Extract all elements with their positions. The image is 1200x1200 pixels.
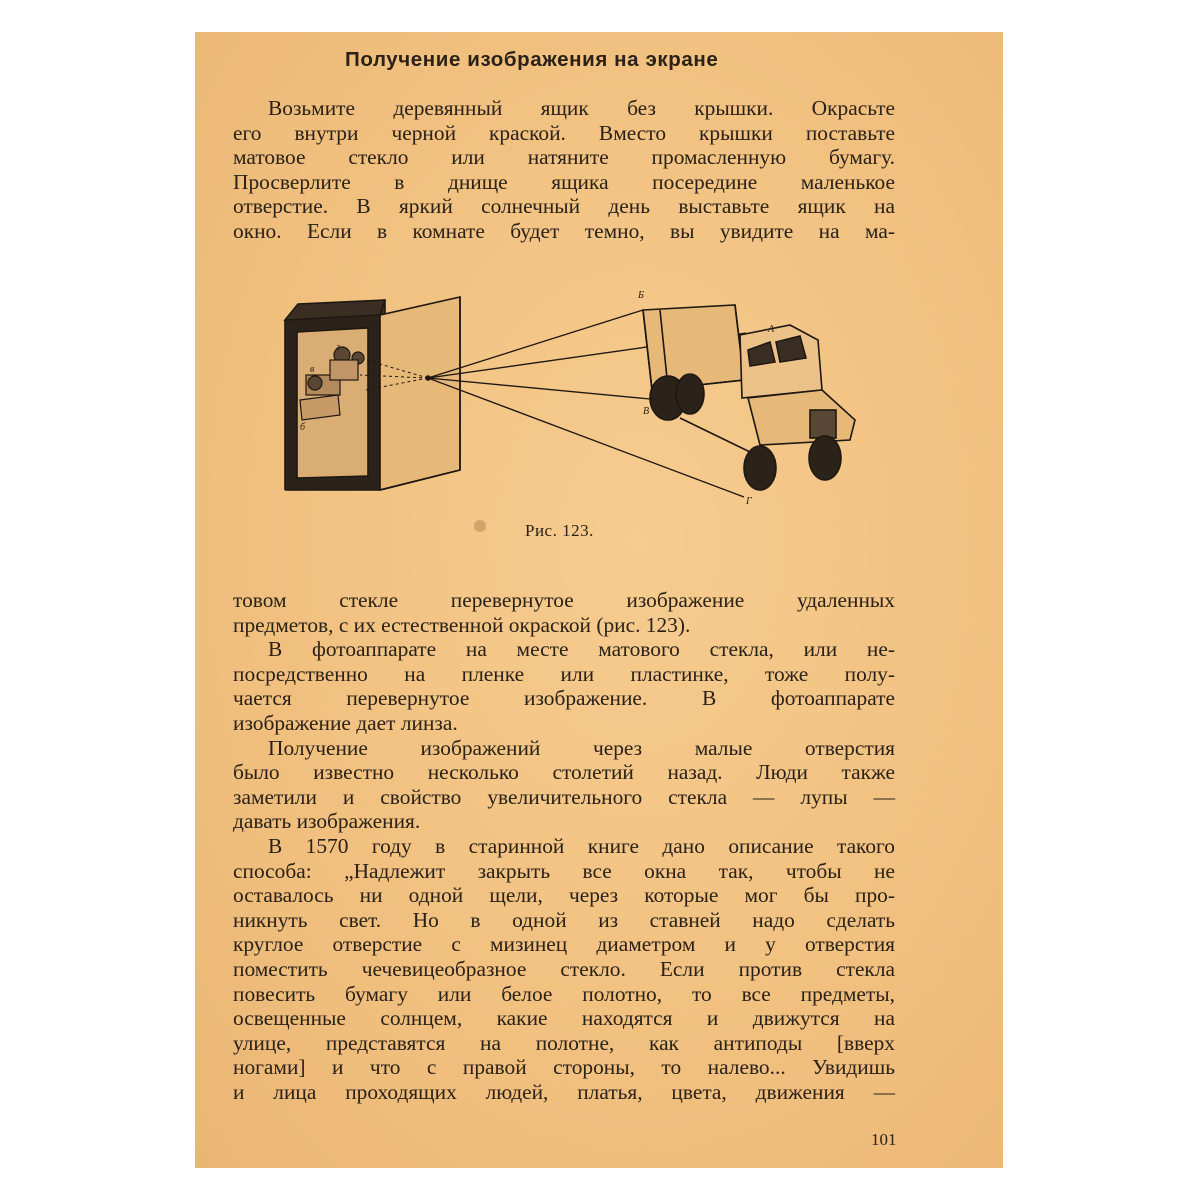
text-line: чается перевернутое изображение. В фотоаппарате [233,686,895,711]
text-line: оставалось ни одной щели, через которые мог бы про- [233,883,895,908]
ray-middle [428,378,650,399]
label-top: Б [638,290,644,301]
label-cab: А [768,324,775,335]
text-line: способа: „Надлежит закрыть все окна так, чтобы не [233,858,895,883]
label-box-c: б [300,422,306,433]
text-line: Возьмите деревянный ящик без крышки. Окрасьте [268,96,895,120]
text-line: было известно несколько столетий назад. Люди также [233,760,895,785]
text-line: В 1570 году в старинной книге дано описание такого [268,833,895,858]
text-line: освещенные солнцем, какие находятся и движутся на [233,1006,895,1031]
camera-obscura-figure [270,280,870,507]
label-box-b: в [310,364,315,375]
text-line: матовое стекло или натяните промасленную бумагу. [233,145,895,170]
paragraph-top [233,96,895,244]
text-line: изображение дает линза. [233,710,458,735]
truck-wheel-front [744,446,776,490]
text-line: круглое отверстие с мизинец диаметром и у отверстия [233,932,895,957]
text-line: заметили и свойство увеличительного стекла — лупы — [233,784,895,809]
text-line: улице, представятся на полотне, как антиподы [вверх [233,1030,895,1055]
paragraph-bottom [233,588,895,1104]
text-line: Просверлите в днище ящика посередине маленькое [233,169,895,194]
text-line: посредственно на пленке или пластинке, тоже полу- [233,661,895,686]
section-heading: Получение изображения на экране [345,48,719,71]
truck-hood [748,390,855,445]
box-side [380,297,460,490]
text-line: товом стекле перевернутое изображение удаленных [233,588,895,612]
page-number: 101 [871,1130,897,1149]
text-line: предметов, с их естественной окраской (рис. 123). [233,612,691,637]
text-line: повесить бумагу или белое полотно, то все предметы, [233,981,895,1006]
text-line: окно. Если в комнате будет темно, вы увидите на ма- [233,218,895,243]
text-line: давать изображения. [233,809,421,834]
text-line: В фотоаппарате на месте матового стекла, или не- [268,637,895,662]
book-page [195,32,1003,1168]
text-line: отверстие. В яркий солнечный день выставьте ящик на [233,194,895,219]
text-line: Получение изображений через малые отверстия [268,735,895,760]
text-line: никнуть свет. Но в одной из ставней надо сделать [233,907,895,932]
label-box-a: г [336,342,340,353]
text-line: поместить чечевицеобразное стекло. Если против стекла [233,956,895,981]
truck [643,305,855,490]
figure-caption: Рис. 123. [525,521,594,540]
truck-grille [810,410,836,438]
label-middle: В [643,406,650,417]
text-line: ногами] и что с правой стороны, то налево... Увидишь [233,1055,895,1080]
text-line: его внутри черной краской. Вместо крышки поставьте [233,120,895,145]
text-line: и лица проходящих людей, платья, цвета, движения — [233,1079,895,1104]
label-bottom: Г [746,496,752,507]
